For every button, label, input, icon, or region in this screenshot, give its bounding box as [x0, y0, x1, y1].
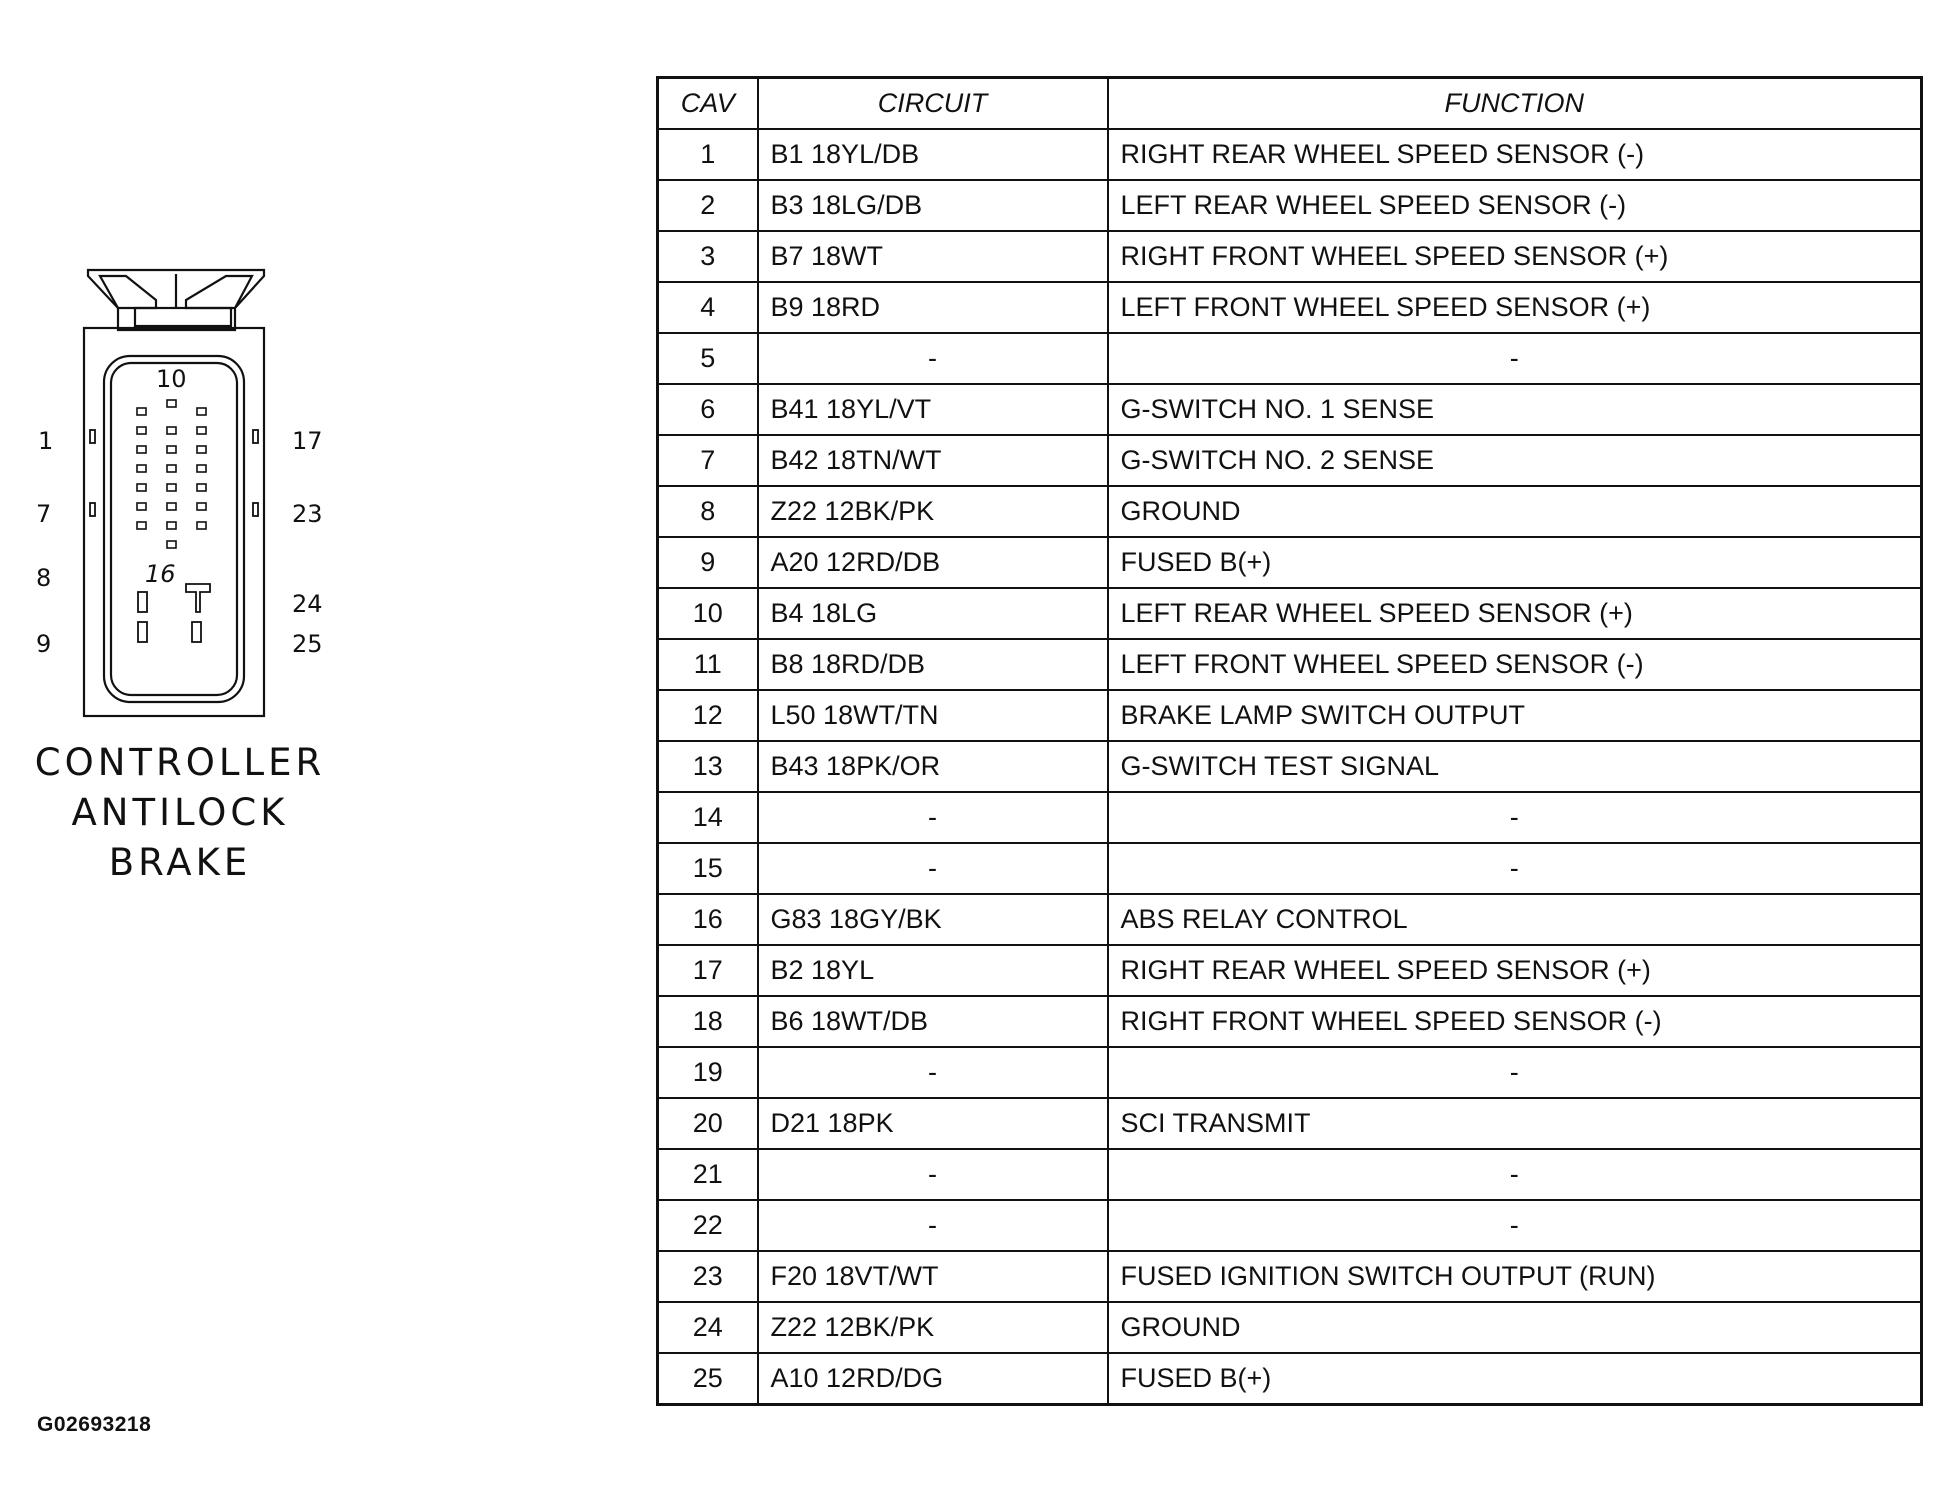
- table-row: [658, 129, 1922, 180]
- table-row: [658, 1200, 1922, 1251]
- cell-cav: 18: [658, 996, 758, 1047]
- cell-circuit: B7 18WT: [758, 231, 1108, 282]
- cell-cav: 8: [658, 486, 758, 537]
- cell-circuit: B41 18YL/VT: [758, 384, 1108, 435]
- cell-cav: 9: [658, 537, 758, 588]
- table-row: [658, 1098, 1922, 1149]
- cell-cav: 2: [658, 180, 758, 231]
- table-row: [658, 486, 1922, 537]
- cell-function: SCI TRANSMIT: [1108, 1098, 1922, 1149]
- pin-cavity: [137, 408, 146, 415]
- cell-cav: 17: [658, 945, 758, 996]
- connector-title-line-3: BRAKE: [108, 841, 252, 884]
- pin-cavity: [167, 465, 176, 472]
- cell-function: -: [1108, 1047, 1922, 1098]
- cell-function: FUSED B(+): [1108, 1353, 1922, 1405]
- cell-cav: 3: [658, 231, 758, 282]
- table-row: [658, 231, 1922, 282]
- cell-cav: 22: [658, 1200, 758, 1251]
- side-lock: [253, 503, 258, 516]
- pin-label-left: 9: [36, 630, 52, 658]
- cell-circuit: -: [758, 1047, 1108, 1098]
- large-cavity: [138, 622, 147, 642]
- header-circuit: CIRCUIT: [758, 78, 1108, 130]
- cell-cav: 10: [658, 588, 758, 639]
- table-row: [658, 792, 1922, 843]
- cell-cav: 5: [658, 333, 758, 384]
- cell-circuit: -: [758, 792, 1108, 843]
- cell-function: -: [1108, 843, 1922, 894]
- table-row: [658, 945, 1922, 996]
- cell-function: LEFT FRONT WHEEL SPEED SENSOR (-): [1108, 639, 1922, 690]
- table-row: [658, 894, 1922, 945]
- cell-function: GROUND: [1108, 486, 1922, 537]
- cell-cav: 7: [658, 435, 758, 486]
- table-row: [658, 843, 1922, 894]
- cell-cav: 20: [658, 1098, 758, 1149]
- cell-function: G-SWITCH NO. 1 SENSE: [1108, 384, 1922, 435]
- cell-circuit: Z22 12BK/PK: [758, 1302, 1108, 1353]
- pin-cavity: [197, 427, 206, 434]
- table-row: [658, 333, 1922, 384]
- side-lock: [90, 430, 95, 443]
- cell-function: RIGHT FRONT WHEEL SPEED SENSOR (-): [1108, 996, 1922, 1047]
- cell-cav: 19: [658, 1047, 758, 1098]
- cell-function: G-SWITCH TEST SIGNAL: [1108, 741, 1922, 792]
- pin-label-right: 24: [292, 590, 323, 618]
- cell-cav: 21: [658, 1149, 758, 1200]
- cell-function: RIGHT REAR WHEEL SPEED SENSOR (+): [1108, 945, 1922, 996]
- cell-circuit: B43 18PK/OR: [758, 741, 1108, 792]
- header-cav: CAV: [658, 78, 758, 130]
- table-row: [658, 537, 1922, 588]
- pin-cavity: [167, 541, 176, 548]
- pin-cavity: [167, 484, 176, 491]
- cell-function: LEFT REAR WHEEL SPEED SENSOR (-): [1108, 180, 1922, 231]
- cell-function: FUSED IGNITION SWITCH OUTPUT (RUN): [1108, 1251, 1922, 1302]
- table-row: [658, 1149, 1922, 1200]
- figure-id: G02693218: [37, 1413, 152, 1436]
- cell-cav: 11: [658, 639, 758, 690]
- cell-function: -: [1108, 1200, 1922, 1251]
- table-row: [658, 384, 1922, 435]
- pin-label-top: 10: [156, 365, 187, 393]
- cell-function: -: [1108, 1149, 1922, 1200]
- pin-label-right: 23: [292, 500, 323, 528]
- cell-function: -: [1108, 333, 1922, 384]
- pin-label-mid: 16: [145, 560, 176, 588]
- cell-cav: 25: [658, 1353, 758, 1405]
- cell-function: FUSED B(+): [1108, 537, 1922, 588]
- table-header-row: [658, 78, 1922, 130]
- cell-cav: 24: [658, 1302, 758, 1353]
- cell-function: GROUND: [1108, 1302, 1922, 1353]
- connector-diagram: [0, 250, 340, 730]
- cell-circuit: B8 18RD/DB: [758, 639, 1108, 690]
- pin-label-left: 8: [36, 564, 52, 592]
- pin-label-left: 1: [38, 427, 54, 455]
- pin-cavity: [137, 503, 146, 510]
- cell-cav: 16: [658, 894, 758, 945]
- cell-function: G-SWITCH NO. 2 SENSE: [1108, 435, 1922, 486]
- table-row: [658, 282, 1922, 333]
- table-row: [658, 690, 1922, 741]
- pin-cavity: [197, 503, 206, 510]
- side-lock: [90, 503, 95, 516]
- cell-cav: 13: [658, 741, 758, 792]
- pin-cavity: [137, 465, 146, 472]
- cell-circuit: Z22 12BK/PK: [758, 486, 1108, 537]
- pin-label-right: 17: [292, 427, 323, 455]
- keying-feature: [186, 584, 210, 612]
- cell-cav: 1: [658, 129, 758, 180]
- table-row: [658, 180, 1922, 231]
- pin-cavity: [167, 503, 176, 510]
- table-row: [658, 639, 1922, 690]
- cell-circuit: L50 18WT/TN: [758, 690, 1108, 741]
- header-function: FUNCTION: [1108, 78, 1922, 130]
- cell-circuit: B4 18LG: [758, 588, 1108, 639]
- pinout-table: [656, 76, 1923, 1406]
- cell-circuit: F20 18VT/WT: [758, 1251, 1108, 1302]
- cell-cav: 15: [658, 843, 758, 894]
- connector-title-line-2: ANTILOCK: [71, 791, 289, 834]
- cell-circuit: B2 18YL: [758, 945, 1108, 996]
- cell-circuit: G83 18GY/BK: [758, 894, 1108, 945]
- pin-cavity: [197, 408, 206, 415]
- pin-cavity: [197, 484, 206, 491]
- cell-circuit: -: [758, 843, 1108, 894]
- table-row: [658, 741, 1922, 792]
- pin-cavity: [197, 446, 206, 453]
- connector-title-line-1: CONTROLLER: [34, 741, 326, 784]
- pin-cavity: [167, 400, 176, 407]
- cell-circuit: B1 18YL/DB: [758, 129, 1108, 180]
- cell-circuit: -: [758, 1149, 1108, 1200]
- table-row: [658, 1251, 1922, 1302]
- large-cavity: [138, 592, 147, 612]
- cell-function: RIGHT FRONT WHEEL SPEED SENSOR (+): [1108, 231, 1922, 282]
- cell-cav: 6: [658, 384, 758, 435]
- cell-function: LEFT FRONT WHEEL SPEED SENSOR (+): [1108, 282, 1922, 333]
- cell-circuit: A10 12RD/DG: [758, 1353, 1108, 1405]
- cell-circuit: D21 18PK: [758, 1098, 1108, 1149]
- cell-cav: 23: [658, 1251, 758, 1302]
- pin-cavity: [137, 484, 146, 491]
- cell-cav: 14: [658, 792, 758, 843]
- table-row: [658, 588, 1922, 639]
- table-row: [658, 996, 1922, 1047]
- cell-circuit: B42 18TN/WT: [758, 435, 1108, 486]
- pin-cavity: [197, 465, 206, 472]
- cell-function: RIGHT REAR WHEEL SPEED SENSOR (-): [1108, 129, 1922, 180]
- pin-cavity: [137, 427, 146, 434]
- cell-function: ABS RELAY CONTROL: [1108, 894, 1922, 945]
- table-row: [658, 1302, 1922, 1353]
- pin-cavity: [197, 522, 206, 529]
- large-cavity: [192, 622, 201, 642]
- cell-circuit: A20 12RD/DB: [758, 537, 1108, 588]
- cell-cav: 12: [658, 690, 758, 741]
- pin-label-left: 7: [36, 500, 52, 528]
- cell-circuit: -: [758, 1200, 1108, 1251]
- pin-label-right: 25: [292, 630, 323, 658]
- table-row: [658, 435, 1922, 486]
- pin-grid: [137, 400, 206, 548]
- cell-circuit: B6 18WT/DB: [758, 996, 1108, 1047]
- pin-cavity: [167, 427, 176, 434]
- cell-circuit: B3 18LG/DB: [758, 180, 1108, 231]
- pin-cavity: [137, 522, 146, 529]
- cell-circuit: B9 18RD: [758, 282, 1108, 333]
- cell-function: BRAKE LAMP SWITCH OUTPUT: [1108, 690, 1922, 741]
- cell-circuit: -: [758, 333, 1108, 384]
- table-row: [658, 1047, 1922, 1098]
- table-row: [658, 1353, 1922, 1405]
- pin-cavity: [167, 446, 176, 453]
- pin-cavity: [137, 446, 146, 453]
- pin-cavity: [167, 522, 176, 529]
- cell-function: -: [1108, 792, 1922, 843]
- cell-function: LEFT REAR WHEEL SPEED SENSOR (+): [1108, 588, 1922, 639]
- cell-cav: 4: [658, 282, 758, 333]
- side-lock: [253, 430, 258, 443]
